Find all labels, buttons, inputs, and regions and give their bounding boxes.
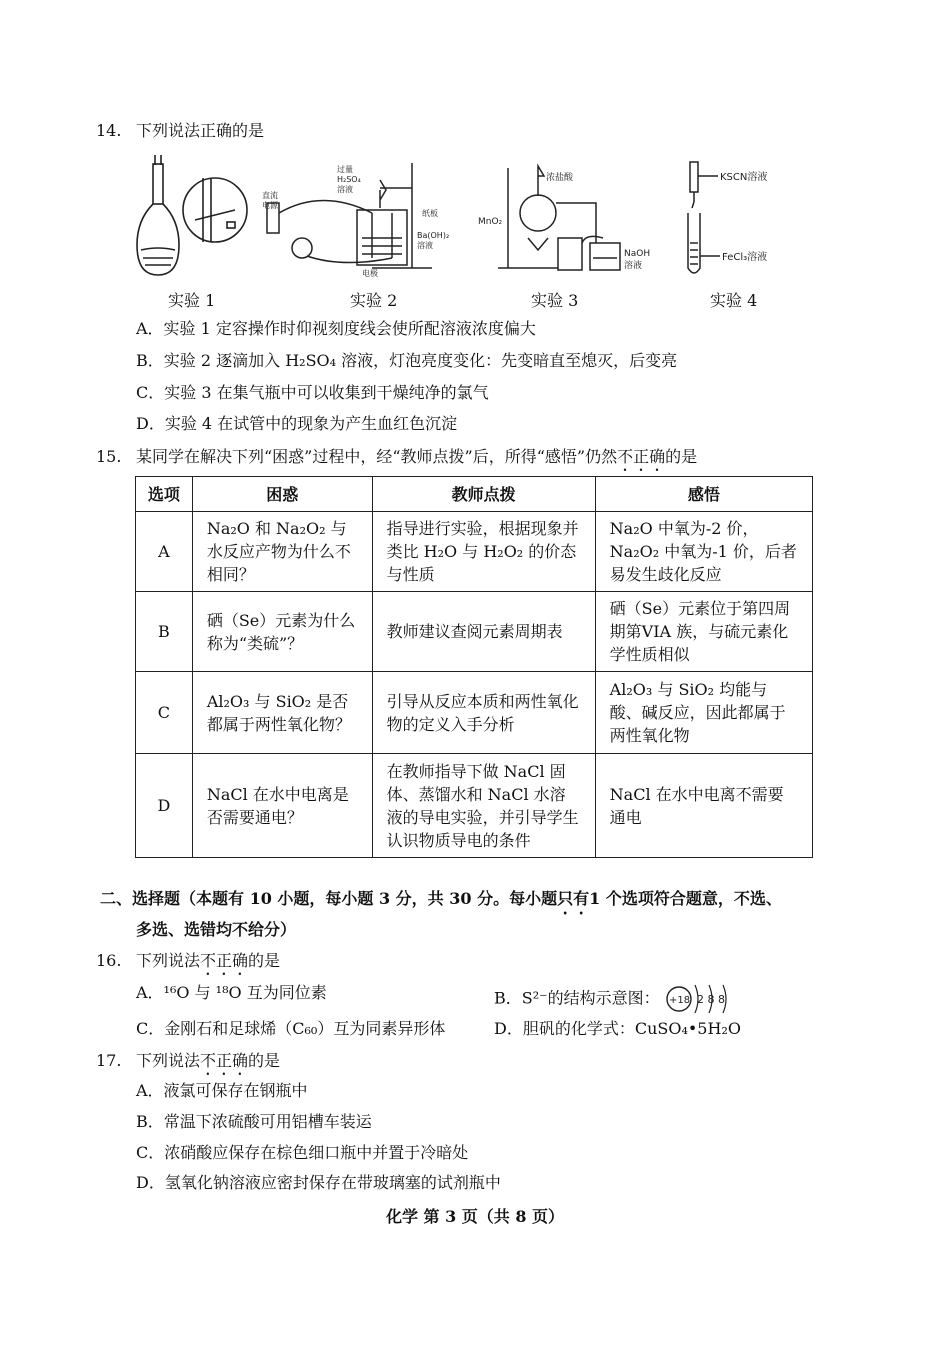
section-2-heading-cont: 多选、选错均不给分） bbox=[136, 920, 297, 939]
q16-number: 16. bbox=[96, 951, 122, 970]
exp2-reagent-label-b: H₂SO₄ bbox=[337, 175, 361, 184]
page-footer: 化学 第 3 页（共 8 页） bbox=[385, 1207, 565, 1226]
atom-nucleus-label: +18 bbox=[668, 995, 690, 1006]
q17-number: 17. bbox=[96, 1051, 122, 1070]
exp2-electrode-label: 电极 bbox=[362, 269, 378, 278]
experiment-1-figure bbox=[135, 150, 250, 280]
q16-option-b: B．S²⁻的结构示意图： +18 2 8 8 bbox=[494, 982, 745, 1016]
exp3-naoh-label-b: 溶液 bbox=[624, 261, 643, 271]
q15-stem: 某同学在解决下列“困惑”过程中，经“教师点拨”后，所得“感悟”仍然不正确的是 bbox=[136, 447, 698, 466]
q14-stem: 下列说法正确的是 bbox=[136, 121, 265, 140]
table-row bbox=[136, 672, 813, 754]
table-cell-question: 硒（Se）元素为什么称为“类硫”？ bbox=[192, 592, 372, 672]
table-cell-question: NaCl 在水中电离是否需要通电？ bbox=[192, 754, 372, 858]
exp3-caption: 实验 3 bbox=[531, 291, 579, 310]
q14-option-d: D．实验 4 在试管中的现象为产生血红色沉淀 bbox=[136, 414, 458, 433]
q17-option-d: D．氢氧化钠溶液应密封保存在带玻璃塞的试剂瓶中 bbox=[136, 1173, 501, 1192]
table-cell-insight: Na₂O 中氧为-2 价，Na₂O₂ 中氧为-1 价，后者易发生歧化反应 bbox=[595, 512, 812, 592]
section-2-heading: 二、选择题（本题有 10 小题，每小题 3 分，共 30 分。每小题只有1 个选项符合题意，不选、 bbox=[100, 889, 782, 908]
table-header: 困惑 bbox=[192, 477, 372, 512]
q16-option-d: D．胆矾的化学式：CuSO₄•5H₂O bbox=[494, 1019, 741, 1038]
table-cell-insight: NaCl 在水中电离不需要通电 bbox=[595, 754, 812, 858]
sulfide-structure-diagram bbox=[665, 982, 745, 1016]
exp4-fecl3-label: FeCl₃溶液 bbox=[722, 252, 768, 263]
table-cell-question: Al₂O₃ 与 SiO₂ 是否都属于两性氧化物？ bbox=[192, 672, 372, 754]
q15-table bbox=[135, 476, 813, 858]
table-cell-option: D bbox=[136, 754, 193, 858]
table-row bbox=[136, 512, 813, 592]
exp3-hcl-label: 浓盐酸 bbox=[546, 173, 574, 183]
exp4-kscn-label: KSCN溶液 bbox=[720, 172, 768, 183]
exp2-power-label-a: 直流 bbox=[262, 191, 278, 200]
table-cell-option: A bbox=[136, 512, 193, 592]
exp2-baoh-label-b: 溶液 bbox=[417, 241, 433, 250]
exp2-board-label: 纸板 bbox=[422, 209, 438, 218]
table-cell-option: C bbox=[136, 672, 193, 754]
table-row bbox=[136, 754, 813, 858]
exp3-naoh-label-a: NaOH bbox=[624, 249, 651, 259]
table-header: 感悟 bbox=[595, 477, 812, 512]
table-row bbox=[136, 592, 813, 672]
exp1-caption: 实验 1 bbox=[168, 291, 216, 310]
q17-option-a: A．液氯可保存在钢瓶中 bbox=[136, 1081, 308, 1100]
exp2-caption: 实验 2 bbox=[350, 291, 398, 310]
q16-option-c: C．金刚石和足球烯（C₆₀）互为同素异形体 bbox=[136, 1019, 446, 1038]
q17-option-b: B．常温下浓硫酸可用铝槽车装运 bbox=[136, 1112, 372, 1131]
table-cell-option: B bbox=[136, 592, 193, 672]
q17-stem: 下列说法不正确的是 bbox=[136, 1051, 281, 1070]
q14-option-c: C．实验 3 在集气瓶中可以收集到干燥纯净的氯气 bbox=[136, 383, 489, 402]
exp2-reagent-label-a: 过量 bbox=[337, 165, 353, 174]
experiment-3-figure bbox=[478, 158, 658, 278]
table-cell-insight: Al₂O₃ 与 SiO₂ 均能与酸、碱反应，因此都属于两性氧化物 bbox=[595, 672, 812, 754]
exp4-caption: 实验 4 bbox=[710, 291, 758, 310]
exp2-reagent-label-c: 溶液 bbox=[337, 185, 353, 194]
experiment-4-figure bbox=[684, 158, 794, 278]
q15-number: 15. bbox=[96, 447, 122, 466]
table-cell-teacher: 指导进行实验，根据现象并类比 H₂O 与 H₂O₂ 的价态与性质 bbox=[372, 512, 595, 592]
q16-stem: 下列说法不正确的是 bbox=[136, 951, 281, 970]
table-cell-insight: 硒（Se）元素位于第四周期第VIA 族，与硫元素化学性质相似 bbox=[595, 592, 812, 672]
q16-option-a: A．¹⁶O 与 ¹⁸O 互为同位素 bbox=[136, 983, 327, 1002]
exp3-mno2-label: MnO₂ bbox=[478, 217, 503, 227]
q14-option-a: A．实验 1 定容操作时仰视刻度线会使所配溶液浓度偏大 bbox=[136, 319, 536, 338]
table-header: 选项 bbox=[136, 477, 193, 512]
q14-option-b: B．实验 2 逐滴加入 H₂SO₄ 溶液，灯泡亮度变化：先变暗直至熄灭，后变亮 bbox=[136, 351, 678, 370]
q17-option-c: C．浓硝酸应保存在棕色细口瓶中并置于冷暗处 bbox=[136, 1143, 469, 1162]
atom-shell-label: 2 8 8 bbox=[696, 993, 725, 1006]
q14-number: 14. bbox=[96, 121, 122, 140]
exp2-power-label-b: 电源 bbox=[262, 201, 278, 210]
table-header-row bbox=[136, 477, 813, 512]
table-cell-teacher: 在教师指导下做 NaCl 固体、蒸馏水和 NaCl 水溶液的导电实验，并引导学生认识物质导电的条件 bbox=[372, 754, 595, 858]
experiment-2-figure bbox=[262, 158, 450, 278]
table-header: 教师点拨 bbox=[372, 477, 595, 512]
exp2-baoh-label-a: Ba(OH)₂ bbox=[417, 231, 450, 240]
table-cell-teacher: 教师建议查阅元素周期表 bbox=[372, 592, 595, 672]
table-cell-teacher: 引导从反应本质和两性氧化物的定义入手分析 bbox=[372, 672, 595, 754]
table-cell-question: Na₂O 和 Na₂O₂ 与水反应产物为什么不相同？ bbox=[192, 512, 372, 592]
